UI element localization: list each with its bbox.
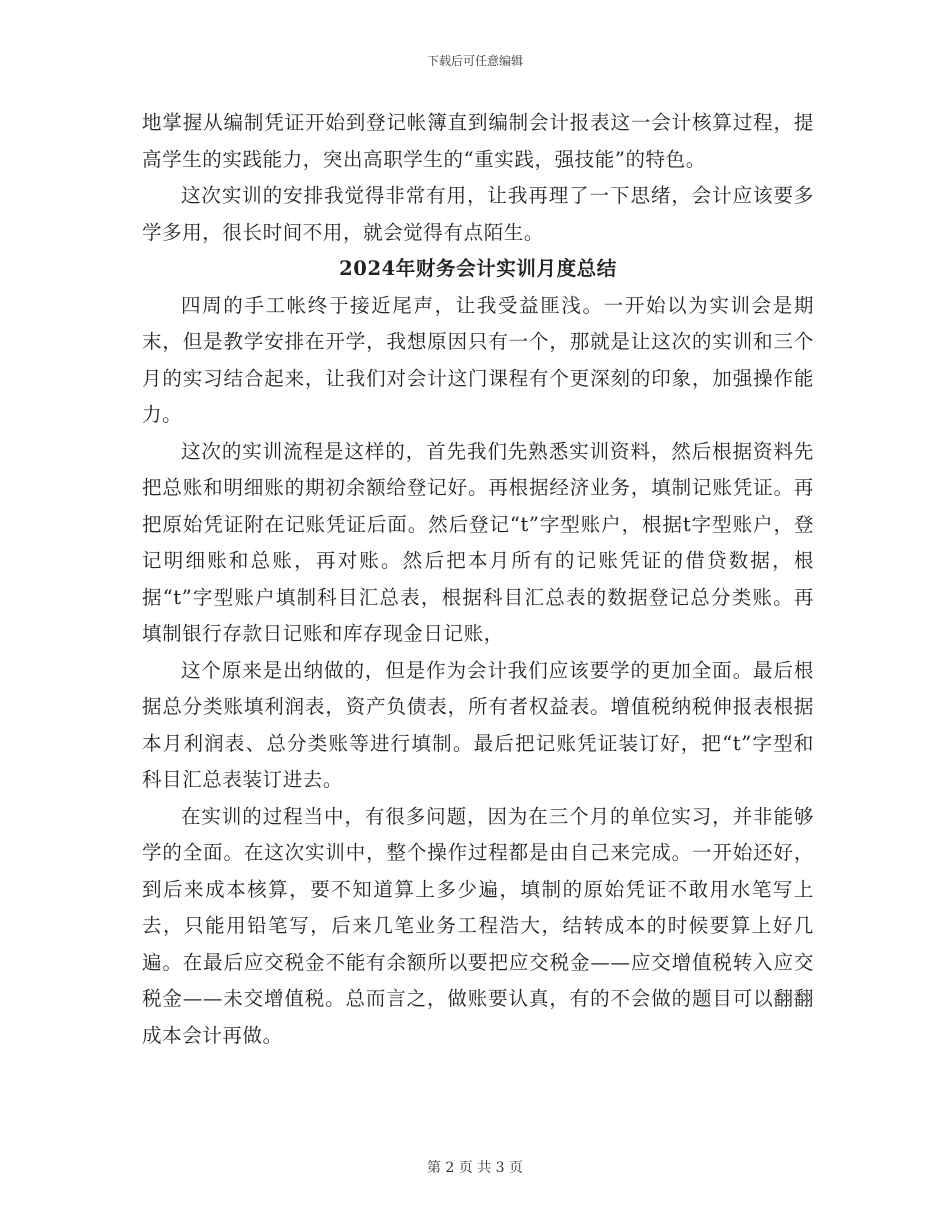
page-header: 下载后可任意编辑 bbox=[426, 54, 523, 68]
paragraph: 这个原来是出纳做的，但是作为会计我们应该要学的更加全面。最后根据总分类账填利润表，资产负债表，所有者权益表。增值税纳税伸报表根据本月利润表、总分类账等进行填制。最后把记账凭证装订好，把“t”字型和科目汇总表装订进去。 bbox=[142, 658, 814, 791]
section-title: 2024年财务会计实训月度总结 bbox=[339, 257, 617, 280]
paragraph-continued: 地掌握从编制凭证开始到登记帐簿直到编制会计报表这一会计核算过程，提高学生的实践能力，突出高职学生的“重实践，强技能”的特色。 bbox=[142, 111, 814, 171]
paragraph: 这次实训的安排我觉得非常有用，让我再理了一下思绪，会计应该要多学多用，很长时间不用，就会觉得有点陌生。 bbox=[142, 184, 814, 244]
page-footer: 第 2 页 共 3 页 bbox=[426, 1160, 524, 1176]
paragraph: 在实训的过程当中，有很多问题，因为在三个月的单位实习，并非能够学的全面。在这次实训中，整个操作过程都是由自己来完成。一开始还好，到后来成本核算，要不知道算上多少遍，填制的原始凭证不敢用水笔写上去，只能用铅笔写，后来几笔业务工程浩大，结转成本的时候要算上好几遍。在最后应交税金不能有余额所以要把应交税金——应交增值税转入应交税金——未交增值税。总而言之，做账要认真，有的不会做的题目可以翻翻成本会计再做。 bbox=[142, 804, 814, 1047]
paragraph: 四周的手工帐终于接近尾声，让我受益匪浅。一开始以为实训会是期末，但是教学安排在开学，我想原因只有一个，那就是让这次的实训和三个月的实习结合起来，让我们对会计这门课程有个更深刻的印象，加强操作能力。 bbox=[142, 293, 814, 426]
document-body bbox=[142, 105, 814, 1054]
paragraph: 这次的实训流程是这样的，首先我们先熟悉实训资料，然后根据资料先把总账和明细账的期初余额给登记好。再根据经济业务，填制记账凭证。再把原始凭证附在记账凭证后面。然后登记“t”字型账户，根据t字型账户，登记明细账和总账，再对账。然后把本月所有的记账凭证的借贷数据，根据“t”字型账户填制科目汇总表，根据科目汇总表的数据登记总分类账。再填制银行存款日记账和库存现金日记账， bbox=[142, 439, 814, 645]
